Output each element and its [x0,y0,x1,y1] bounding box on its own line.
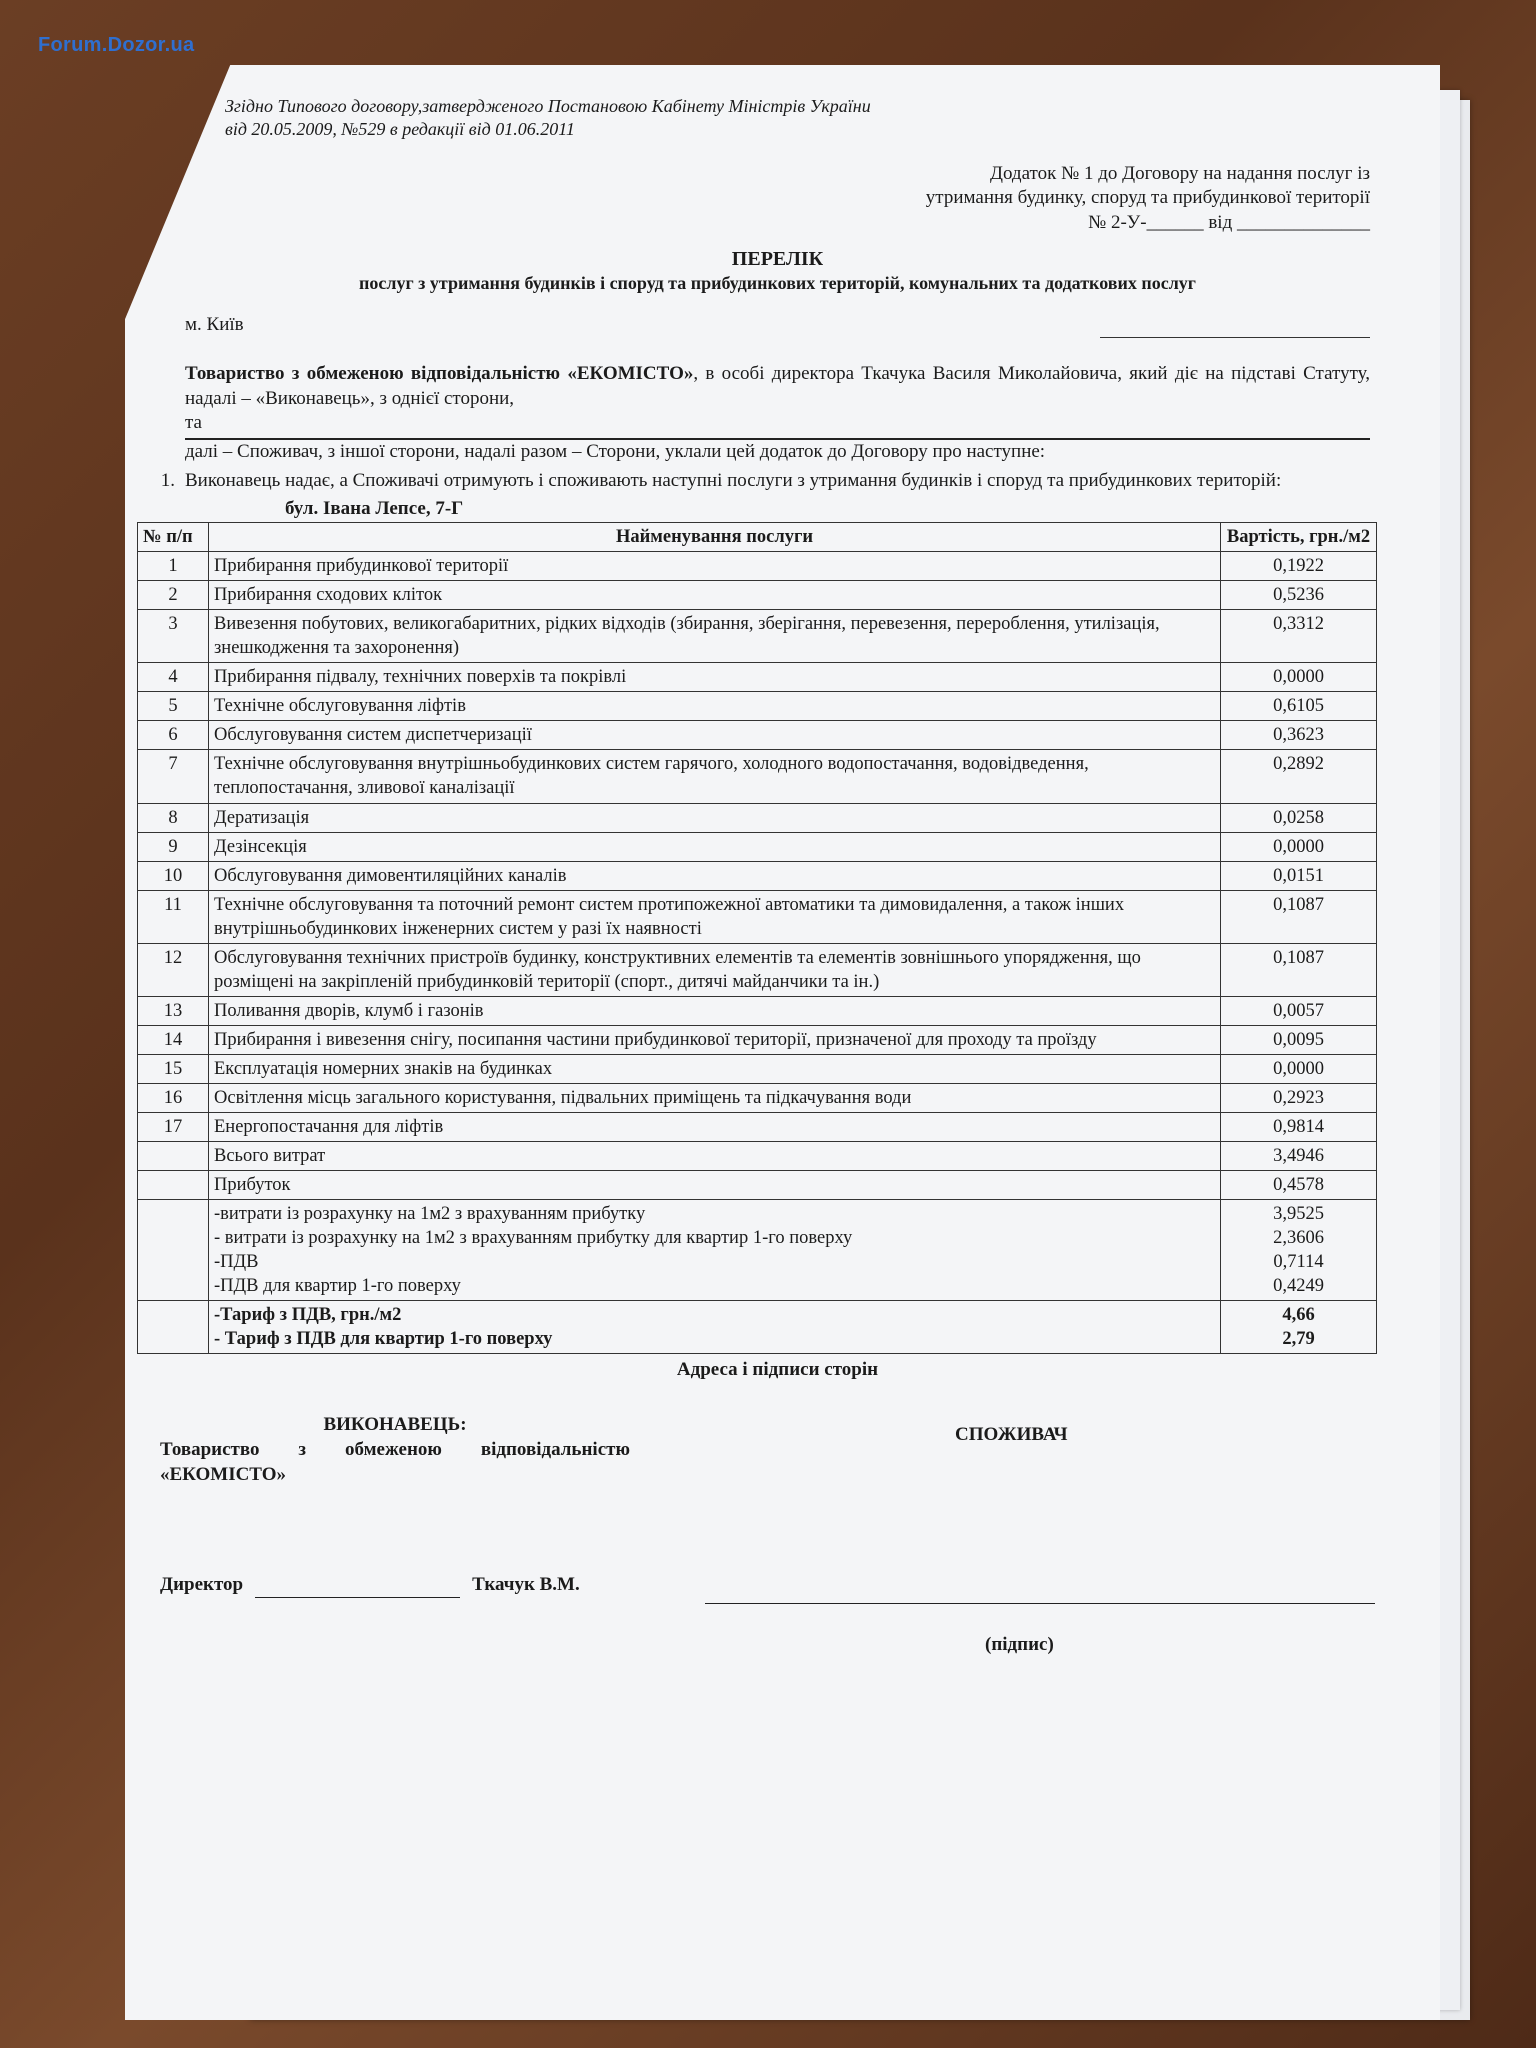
table-row [138,996,1377,1025]
tariff-row [138,1301,1377,1354]
calc-label: -витрати із розрахунку на 1м2 з врахуванням прибутку [214,1204,646,1225]
row-number: 15 [138,1054,209,1083]
row-number: 5 [138,692,209,721]
total-row [138,1142,1377,1171]
service-cost: 0,1922 [1221,552,1377,581]
service-name: Енергопостачання для ліфтів [209,1113,1221,1142]
director-signature-line [160,1573,580,1598]
service-cost: 0,6105 [1221,692,1377,721]
executor-heading: ВИКОНАВЕЦЬ: [323,1414,467,1436]
table-row [138,1113,1377,1142]
service-name: Прибирання і вивезення снігу, посипання частини прибудинкової території, призначеної для проходу та проїзду [209,1025,1221,1054]
table-row [138,832,1377,861]
service-name: Прибирання підвалу, технічних поверхів та покрівлі [209,663,1221,692]
reference-line: від 20.05.2009, №529 в редакції від 01.06.2011 [225,119,575,140]
service-name: Дератизація [209,803,1221,832]
row-number: 2 [138,581,209,610]
row-number: 11 [138,890,209,943]
row-number: 1 [138,552,209,581]
calc-label: -ПДВ для квартир 1-го поверху [214,1276,461,1297]
row-number: 8 [138,803,209,832]
row-number: 10 [138,861,209,890]
signatures-block [160,1403,1370,1663]
director-label: Директор [160,1574,244,1596]
service-cost: 0,0095 [1221,1025,1377,1054]
and-word: та [185,412,202,434]
table-row [138,1054,1377,1083]
table-summary [138,1142,1377,1354]
tariff-labels [209,1301,1221,1354]
table-row [138,663,1377,692]
calc-value: 3,9525 [1273,1204,1324,1225]
row-number: 17 [138,1113,209,1142]
table-row [138,721,1377,750]
consumer-signature-blank [705,1603,1375,1604]
tariff-label: - Тариф з ПДВ для квартир 1-го поверху [214,1329,553,1350]
calc-label: -ПДВ [214,1252,259,1273]
col-header-name: Найменування послуги [209,523,1221,552]
annex-header [185,162,1370,236]
service-name: Прибирання прибудинкової території [209,552,1221,581]
city: м. Київ [185,314,244,336]
total-value: 3,4946 [1221,1142,1377,1171]
row-number: 13 [138,996,209,1025]
service-cost: 0,0000 [1221,1054,1377,1083]
table-row [138,750,1377,803]
table-header-row [138,523,1377,552]
calc-value: 0,4249 [1273,1276,1324,1297]
service-name: Обслуговування димовентиляційних каналів [209,861,1221,890]
service-name: Обслуговування технічних пристроїв будинку, конструктивних елементів та елементів зовнішнього упорядження, що розміщені на закріпленій прибудинковій території (спорт., дитячі майданчики та ін.) [209,943,1221,996]
reference-note [225,95,1370,142]
row-number: 6 [138,721,209,750]
service-cost: 0,0000 [1221,832,1377,861]
executor-details: , в особі директора Ткачука Василя Миколайовича, який діє на підставі Статуту, надалі – «Виконавець», з однієї сторони, [185,362,1370,409]
service-cost: 0,3312 [1221,610,1377,663]
table-body [138,552,1377,1142]
calc-row [138,1200,1377,1301]
reference-line: Згідно Типового договору,затвердженого Постановою Кабінету Міністрів України [225,96,871,116]
executor-org: Товариство з обмеженою відповідальністю «ЕКОМІСТО» [160,1438,630,1485]
annex-line: № 2-У-______ від ______________ [1088,212,1370,234]
consumer-blank-line [185,411,1370,440]
calc-label: - витрати із розрахунку на 1м2 з врахуванням прибутку для квартир 1-го поверху [214,1228,853,1249]
services-table [137,522,1377,1354]
consumer-line: далі – Споживач, з іншої сторони, надалі разом – Сторони, уклали цей додаток до Договору про наступне: [185,440,1046,462]
calc-value: 2,3606 [1273,1228,1324,1249]
service-name: Технічне обслуговування та поточний ремонт систем протипожежної автоматики та димовидалення, а також інших внутрішньобудинкових інженерних систем у разі їх наявності [209,890,1221,943]
parties-paragraph [185,362,1370,411]
service-cost: 0,1087 [1221,943,1377,996]
row-number: 9 [138,832,209,861]
executor-org-name: Товариство з обмеженою відповідальністю «ЕКОМІСТО» [185,362,694,384]
table-row [138,581,1377,610]
table-row [138,861,1377,890]
profit-value: 0,4578 [1221,1171,1377,1200]
director-signature-blank [255,1577,460,1598]
calc-labels [209,1200,1221,1301]
profit-row [138,1171,1377,1200]
service-cost: 0,3623 [1221,721,1377,750]
service-cost: 0,2892 [1221,750,1377,803]
service-cost: 0,2923 [1221,1083,1377,1112]
row-number: 12 [138,943,209,996]
tariff-values [1221,1301,1377,1354]
row-number: 4 [138,663,209,692]
signature-caption: (підпис) [985,1634,1054,1656]
service-name: Обслуговування систем диспетчеризації [209,721,1221,750]
calc-value: 0,7114 [1273,1252,1324,1273]
tariff-label: -Тариф з ПДВ, грн./м2 [214,1305,402,1326]
signatures-title: Адреса і підписи сторін [676,1359,879,1381]
row-number: 3 [138,610,209,663]
service-cost: 0,0151 [1221,861,1377,890]
document-subtitle: послуг з утримання будинків і споруд та прибудинкових територій, комунальних та додаткових послуг [359,272,1196,293]
calc-values [1221,1200,1377,1301]
service-name: Освітлення місць загального користування, підвальних приміщень та підкачування води [209,1083,1221,1112]
service-name: Експлуатація номерних знаків на будинках [209,1054,1221,1083]
consumer-heading: СПОЖИВАЧ [955,1424,1068,1446]
annex-line: Додаток № 1 до Договору на надання послуг із [990,162,1370,184]
date-blank-line [1100,319,1370,338]
document-content [143,95,1371,1663]
service-name: Дезінсекція [209,832,1221,861]
col-header-value: Вартість, грн./м2 [1221,523,1377,552]
row-number: 14 [138,1025,209,1054]
annex-line: утримання будинку, споруд та прибудинкової території [925,187,1370,209]
building-address: бул. Івана Лепсе, 7-Г [285,498,464,520]
row-number: 7 [138,750,209,803]
table-row [138,943,1377,996]
clause-text: Виконавець надає, а Споживачі отримують і споживають наступні послуги з утримання будинків і споруд та прибудинкових територій: [185,469,1282,491]
tariff-value: 4,66 [1282,1305,1315,1326]
table-row [138,692,1377,721]
director-name: Ткачук В.М. [472,1574,580,1596]
table-row [138,1025,1377,1054]
service-cost: 0,9814 [1221,1113,1377,1142]
service-name: Технічне обслуговування внутрішньобудинкових систем гарячого, холодного водопостачання, водовідведення, теплопостачання, зливової каналізації [209,750,1221,803]
service-name: Вивезення побутових, великогабаритних, рідких відходів (збирання, зберігання, перевезення, перероблення, утилізація, знешкодження та захоронення) [209,610,1221,663]
document-title: ПЕРЕЛІК [731,247,824,270]
profit-label: Прибуток [209,1171,1221,1200]
service-cost: 0,5236 [1221,581,1377,610]
tariff-value: 2,79 [1282,1329,1315,1350]
service-cost: 0,1087 [1221,890,1377,943]
table-row [138,803,1377,832]
clause-1 [160,469,1370,494]
table-row [138,552,1377,581]
service-name: Технічне обслуговування ліфтів [209,692,1221,721]
table-row [138,890,1377,943]
total-label: Всього витрат [209,1142,1221,1171]
executor-block [160,1413,630,1487]
clause-number: 1. [160,469,175,491]
service-cost: 0,0258 [1221,803,1377,832]
city-row [185,313,1370,338]
service-cost: 0,0057 [1221,996,1377,1025]
table-row [138,1083,1377,1112]
watermark-logo: Forum.Dozor.ua [38,34,195,56]
service-cost: 0,0000 [1221,663,1377,692]
service-name: Прибирання сходових кліток [209,581,1221,610]
col-header-number: № п/п [138,523,209,552]
row-number: 16 [138,1083,209,1112]
table-row [138,610,1377,663]
service-name: Поливання дворів, клумб і газонів [209,996,1221,1025]
